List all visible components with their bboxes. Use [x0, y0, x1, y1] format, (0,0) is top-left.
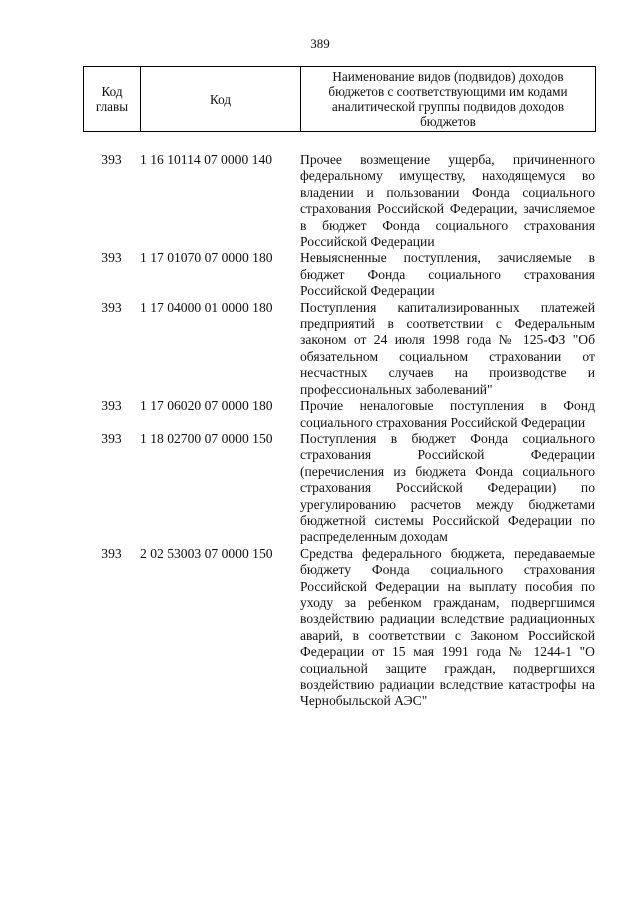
- table-row: [83, 546, 595, 710]
- revenue-code: 1 16 10114 07 0000 140: [140, 152, 273, 167]
- page-number: 389: [310, 36, 330, 51]
- revenue-table: [83, 152, 595, 710]
- chapter-code: 393: [101, 398, 122, 414]
- revenue-code: 1 17 01070 07 0000 180: [140, 250, 273, 266]
- header-code: Код: [141, 67, 301, 132]
- table-row: [83, 152, 595, 250]
- chapter-code: 393: [101, 430, 122, 446]
- revenue-code: 1 17 06020 07 0000 180: [140, 398, 273, 414]
- table-header: [83, 66, 596, 132]
- revenue-name: Прочее возмещение ущерба, причиненного федеральному имуществу, находящемуся во владении и пользовании Фонда социального страхования Российской Федерации, зачисляемое в бюджет Фонда социального страхования Российской Федерации: [300, 152, 595, 250]
- header-chapter-code: Код главы: [84, 67, 141, 132]
- revenue-code: 1 18 02700 07 0000 150: [140, 430, 273, 446]
- table-row: [83, 250, 595, 299]
- revenue-name: Поступления в бюджет Фонда социального страхования Российской Федерации (перечисления из бюджета Фонда социального страхования Российской Федерации) по урегулированию расчетов между бюджетами бюджетной системы Российской Федерации по распределенным доходам: [300, 430, 595, 545]
- header-row: [84, 67, 596, 132]
- table-row: [83, 398, 595, 431]
- revenue-code: 2 02 53003 07 0000 150: [140, 545, 273, 561]
- revenue-name: Прочие неналоговые поступления в Фонд социального страхования Российской Федерации: [300, 398, 595, 430]
- revenue-name: Поступления капитализированных платежей предприятий в соответствии с Федеральным законом от 24 июля 1998 года № 125-ФЗ "Об обязательном социальном страховании от несчастных случаев на производстве и профессиональных заболеваний": [300, 299, 595, 397]
- table-row: [83, 431, 595, 546]
- chapter-code: 393: [101, 299, 122, 315]
- revenue-name: Средства федерального бюджета, передаваемые бюджету Фонда социального страхования Российской Федерации на выплату пособия по уходу за ребенком гражданам, подвергшимся воздействию радиации вследствие радиационных аварий, в соответствии с Законом Российской Федерации от 15 мая 1991 года № 1244-1 "О социальной защите граждан, подвергшихся воздействию радиации вследствие катастрофы на Чернобыльской АЭС": [300, 545, 595, 709]
- table-row: [83, 300, 595, 398]
- chapter-code: 393: [101, 545, 122, 561]
- chapter-code: 393: [101, 152, 122, 167]
- header-revenue-name: Наименование видов (подвидов) доходов бюджетов с соответствующими им кодами аналитической группы подвидов доходов бюджетов: [301, 67, 596, 132]
- revenue-code: 1 17 04000 01 0000 180: [140, 299, 273, 315]
- chapter-code: 393: [101, 250, 122, 266]
- revenue-name: Невыясненные поступления, зачисляемые в бюджет Фонда социального страхования Российской Федерации: [300, 250, 595, 299]
